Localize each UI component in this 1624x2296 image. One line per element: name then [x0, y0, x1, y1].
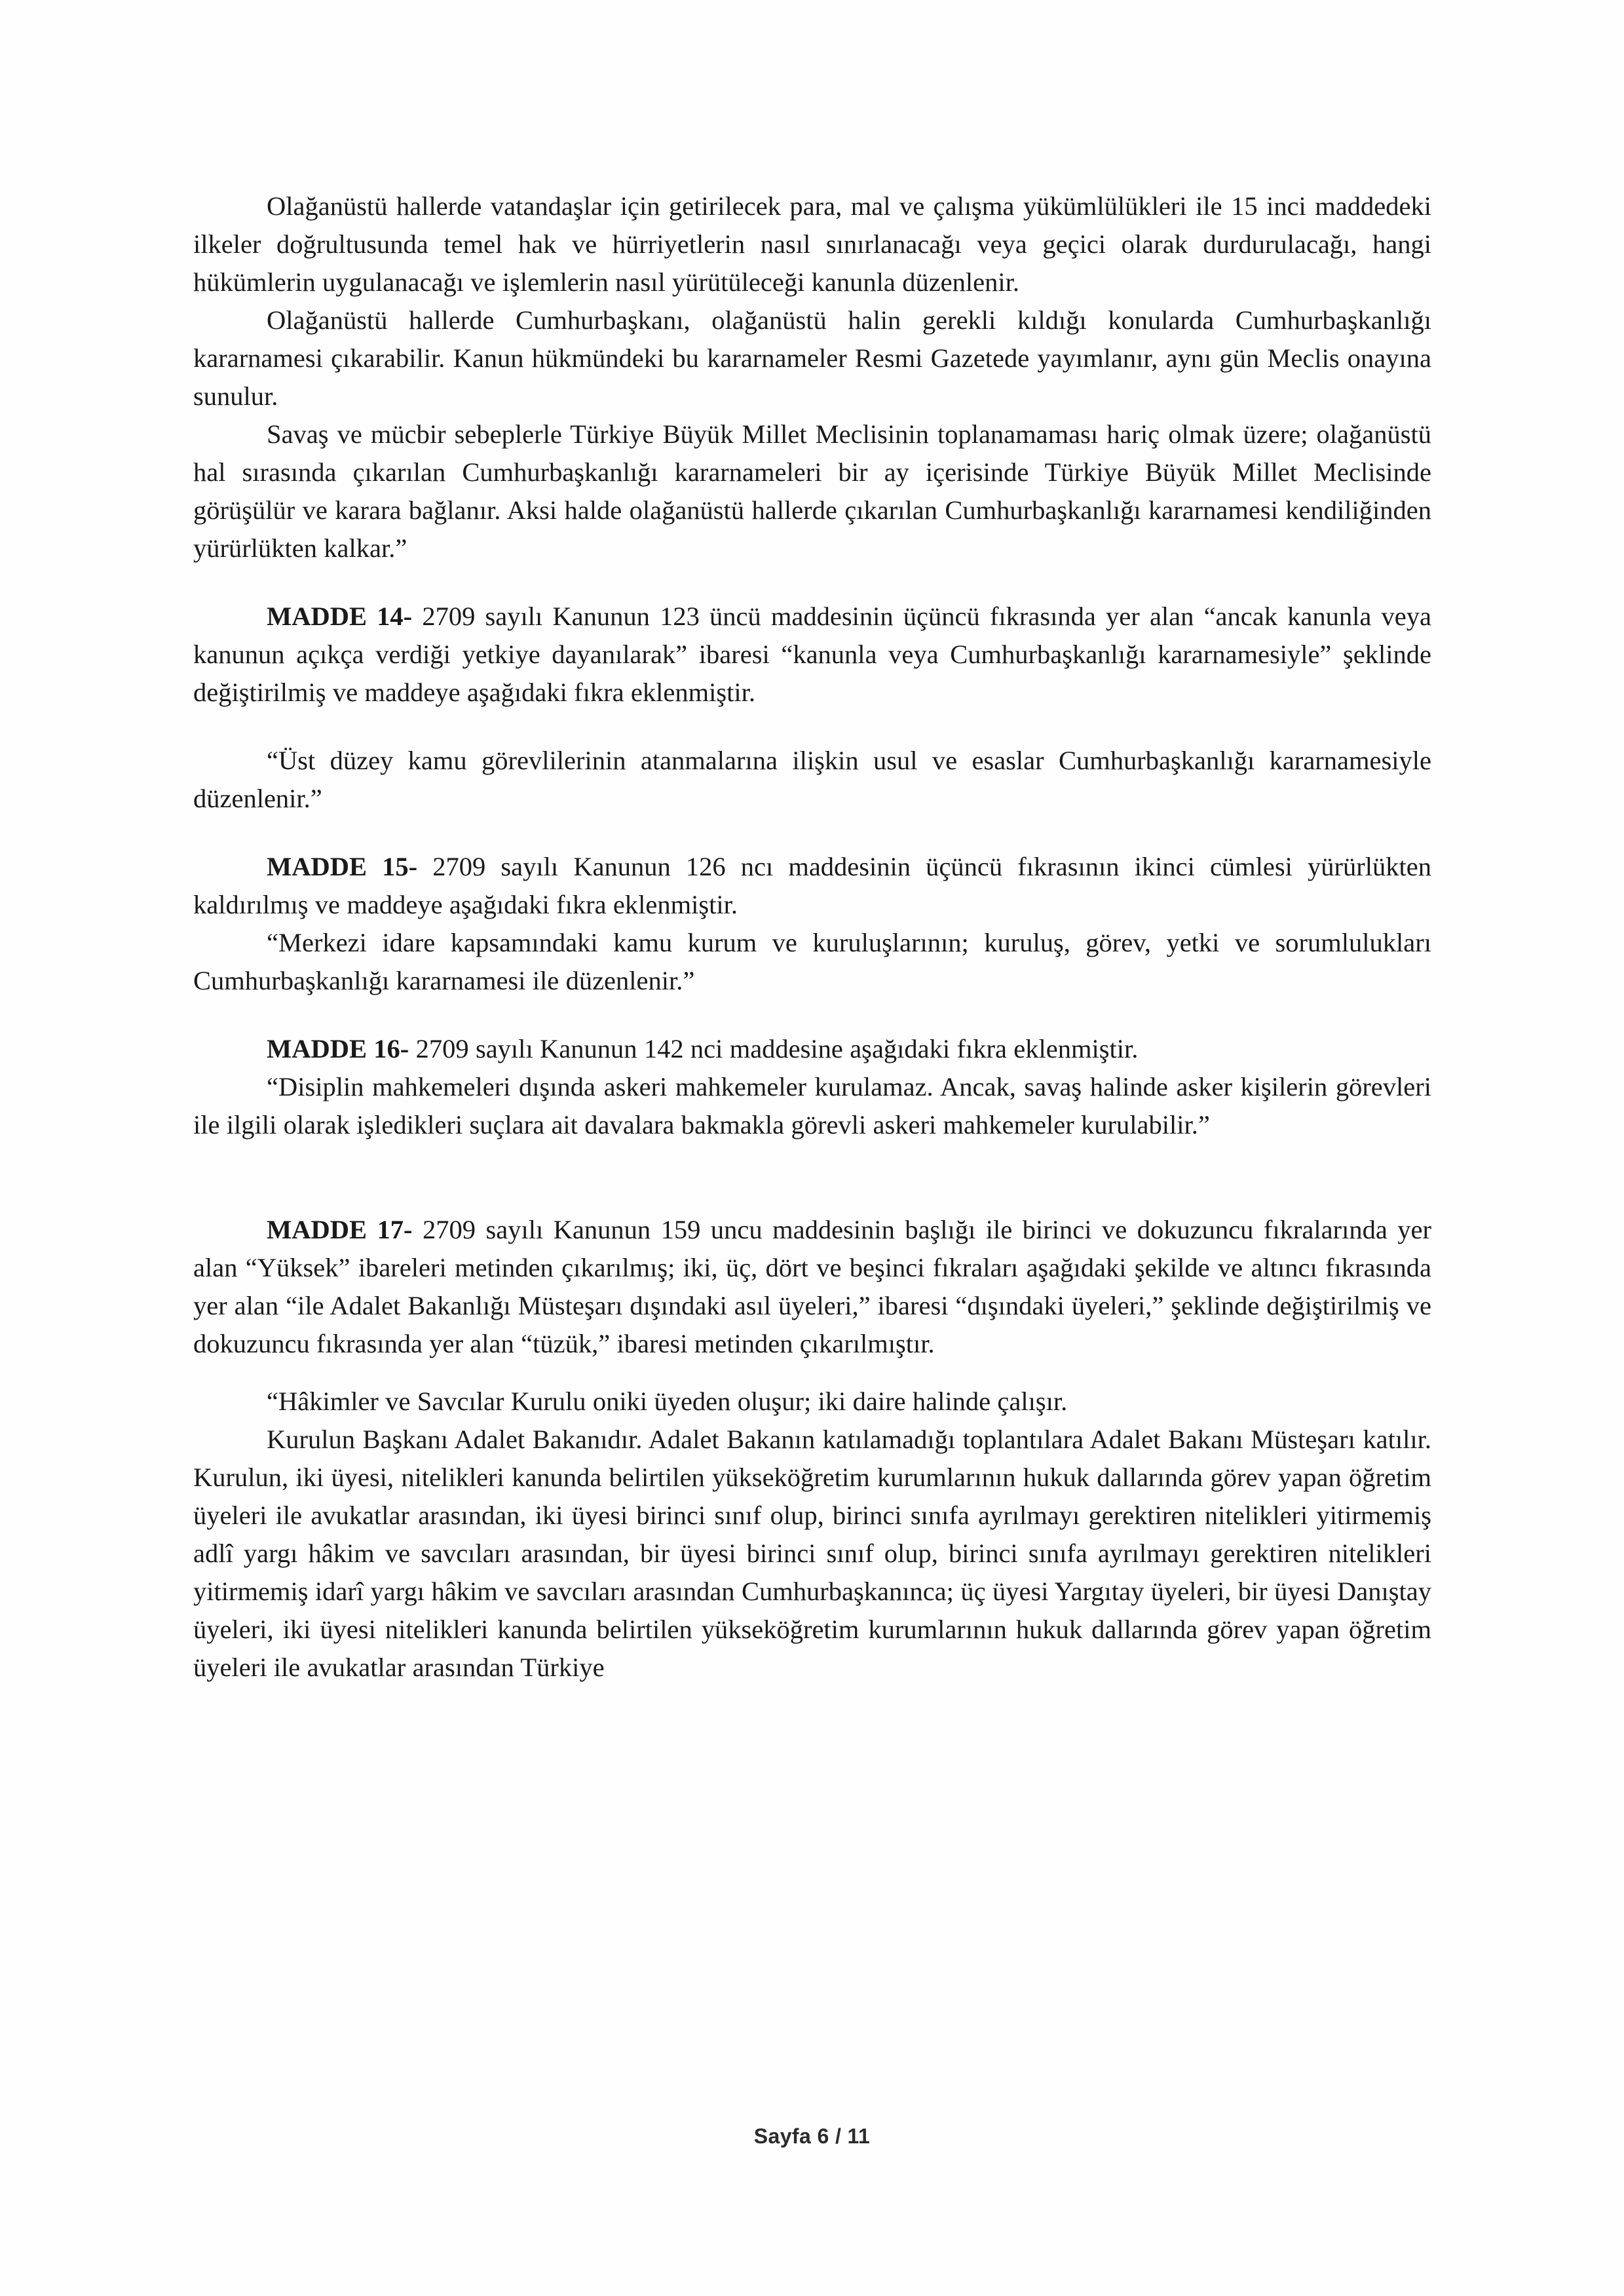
article-madde-16: [193, 1030, 1431, 1068]
quote-disiplin-mahkemeleri: [193, 1068, 1431, 1144]
article-madde-17: [193, 1211, 1431, 1363]
paragraph-olaganustu-vatandaslar: [193, 187, 1431, 301]
paragraph-text: Savaş ve mücbir sebeplerle Türkiye Büyük Millet Meclisinin toplanamaması hariç olmak üzere; olağanüstü hal sırasında çıkarılan Cumhurbaşkanlığı kararnameleri bir ay içerisinde Türkiye Büyük Millet Meclisinde görüşülür ve karara bağlanır. Aksi halde olağanüstü hallerde çıkarılan Cumhurbaşkanlığı kararnamesi kendiliğinden yürürlükten kalkar.”: [193, 419, 1431, 563]
quote-text: “Üst düzey kamu görevlilerinin atanmalarına ilişkin usul ve esaslar Cumhurbaşkanlığı kararnamesiyle düzenlenir.”: [193, 746, 1431, 813]
paragraph-olaganustu-cumhurbaskani: [193, 301, 1431, 415]
paragraph-text: Olağanüstü hallerde Cumhurbaşkanı, olağanüstü halin gerekli kıldığı konularda Cumhurbaşkanlığı kararnamesi çıkarabilir. Kanun hükmündeki bu kararnameler Resmi Gazetede yayımlanır, aynı gün Meclis onayına sunulur.: [193, 305, 1431, 411]
article-text: 2709 sayılı Kanunun 126 ncı maddesinin üçüncü fıkrasının ikinci cümlesi yürürlükten kaldırılmış ve maddeye aşağıdaki fıkra eklenmiştir.: [193, 852, 1431, 919]
quote-text: “Disiplin mahkemeleri dışında askeri mahkemeler kurulamaz. Ancak, savaş halinde asker kişilerin görevleri ile ilgili olarak işledikleri suçlara ait davalara bakmakla görevli askeri mahkemeler kurulabilir.”: [193, 1072, 1431, 1139]
paragraph-text: Kurulun Başkanı Adalet Bakanıdır. Adalet Bakanın katılamadığı toplantılara Adalet Bakanı Müsteşarı katılır. Kurulun, iki üyesi, nitelikleri kanunda belirtilen yükseköğretim kurumlarının hukuk dallarında görev yapan öğretim üyeleri ile avukatlar arasından, iki üyesi birinci sınıf olup, birinci sınıfa ayrılmayı gerektiren nitelikleri yitirmemiş adlî yargı hâkim ve savcıları arasından, bir üyesi birinci sınıf olup, birinci sınıfa ayrılmayı gerektiren nitelikleri yitirmemiş idarî yargı hâkim ve savcıları arasından Cumhurbaşkanınca; üç üyesi Yargıtay üyeleri, bir üyesi Danıştay üyeleri, iki üyesi nitelikleri kanunda belirtilen yükseköğretim kurumlarının hukuk dallarında görev yapan öğretim üyeleri ile avukatlar arasından Türkiye: [193, 1425, 1431, 1682]
article-text: 2709 sayılı Kanunun 142 nci maddesine aşağıdaki fıkra eklenmiştir.: [409, 1034, 1139, 1063]
page-number-label: Sayfa 6 / 11: [753, 2124, 871, 2148]
article-madde-14: [193, 598, 1431, 712]
article-text: 2709 sayılı Kanunun 159 uncu maddesinin başlığı ile birinci ve dokuzuncu fıkralarında yer alan “Yüksek” ibareleri metinden çıkarılmış; iki, üç, dört ve beşinci fıkraları aşağıdaki şekilde ve altıncı fıkrasında yer alan “ile Adalet Bakanlığı Müsteşarı dışındaki asıl üyeleri,” ibaresi “dışındaki üyeleri,” şeklinde değiştirilmiş ve dokuzuncu fıkrasında yer alan “tüzük,” ibaresi metinden çıkarılmıştır.: [193, 1215, 1431, 1358]
quote-ust-duzey: [193, 742, 1431, 818]
article-heading: MADDE 17-: [267, 1215, 413, 1244]
article-text: 2709 sayılı Kanunun 123 üncü maddesinin üçüncü fıkrasında yer alan “ancak kanunla veya kanunun açıkça verdiği yetkiye dayanılarak” ibaresi “kanunla veya Cumhurbaşkanlığı kararnamesiyle” şeklinde değiştirilmiş ve maddeye aşağıdaki fıkra eklenmiştir.: [193, 602, 1431, 707]
article-heading: MADDE 15-: [267, 852, 418, 881]
quote-hakimler-savcilar: [193, 1383, 1431, 1421]
quote-merkezi-idare: [193, 924, 1431, 1000]
article-madde-15: [193, 848, 1431, 924]
article-heading: MADDE 14-: [267, 602, 413, 631]
article-heading: MADDE 16-: [267, 1034, 409, 1063]
paragraph-savas-mucbir: [193, 415, 1431, 567]
document-body: [193, 187, 1431, 1687]
paragraph-text: Olağanüstü hallerde vatandaşlar için getirilecek para, mal ve çalışma yükümlülükleri ile 15 inci maddedeki ilkeler doğrultusunda temel hak ve hürriyetlerin nasıl sınırlanacağı veya geçici olarak durdurulacağı, hangi hükümlerin uygulanacağı ve işlemlerin nasıl yürütüleceği kanunla düzenlenir.: [193, 191, 1431, 297]
quote-text: “Merkezi idare kapsamındaki kamu kurum ve kuruluşlarının; kuruluş, görev, yetki ve sorumlulukları Cumhurbaşkanlığı kararnamesi ile düzenlenir.”: [193, 928, 1431, 995]
paragraph-kurulun-baskani: [193, 1421, 1431, 1687]
page-footer: [0, 2124, 1624, 2149]
quote-text: “Hâkimler ve Savcılar Kurulu oniki üyeden oluşur; iki daire halinde çalışır.: [267, 1387, 1068, 1416]
